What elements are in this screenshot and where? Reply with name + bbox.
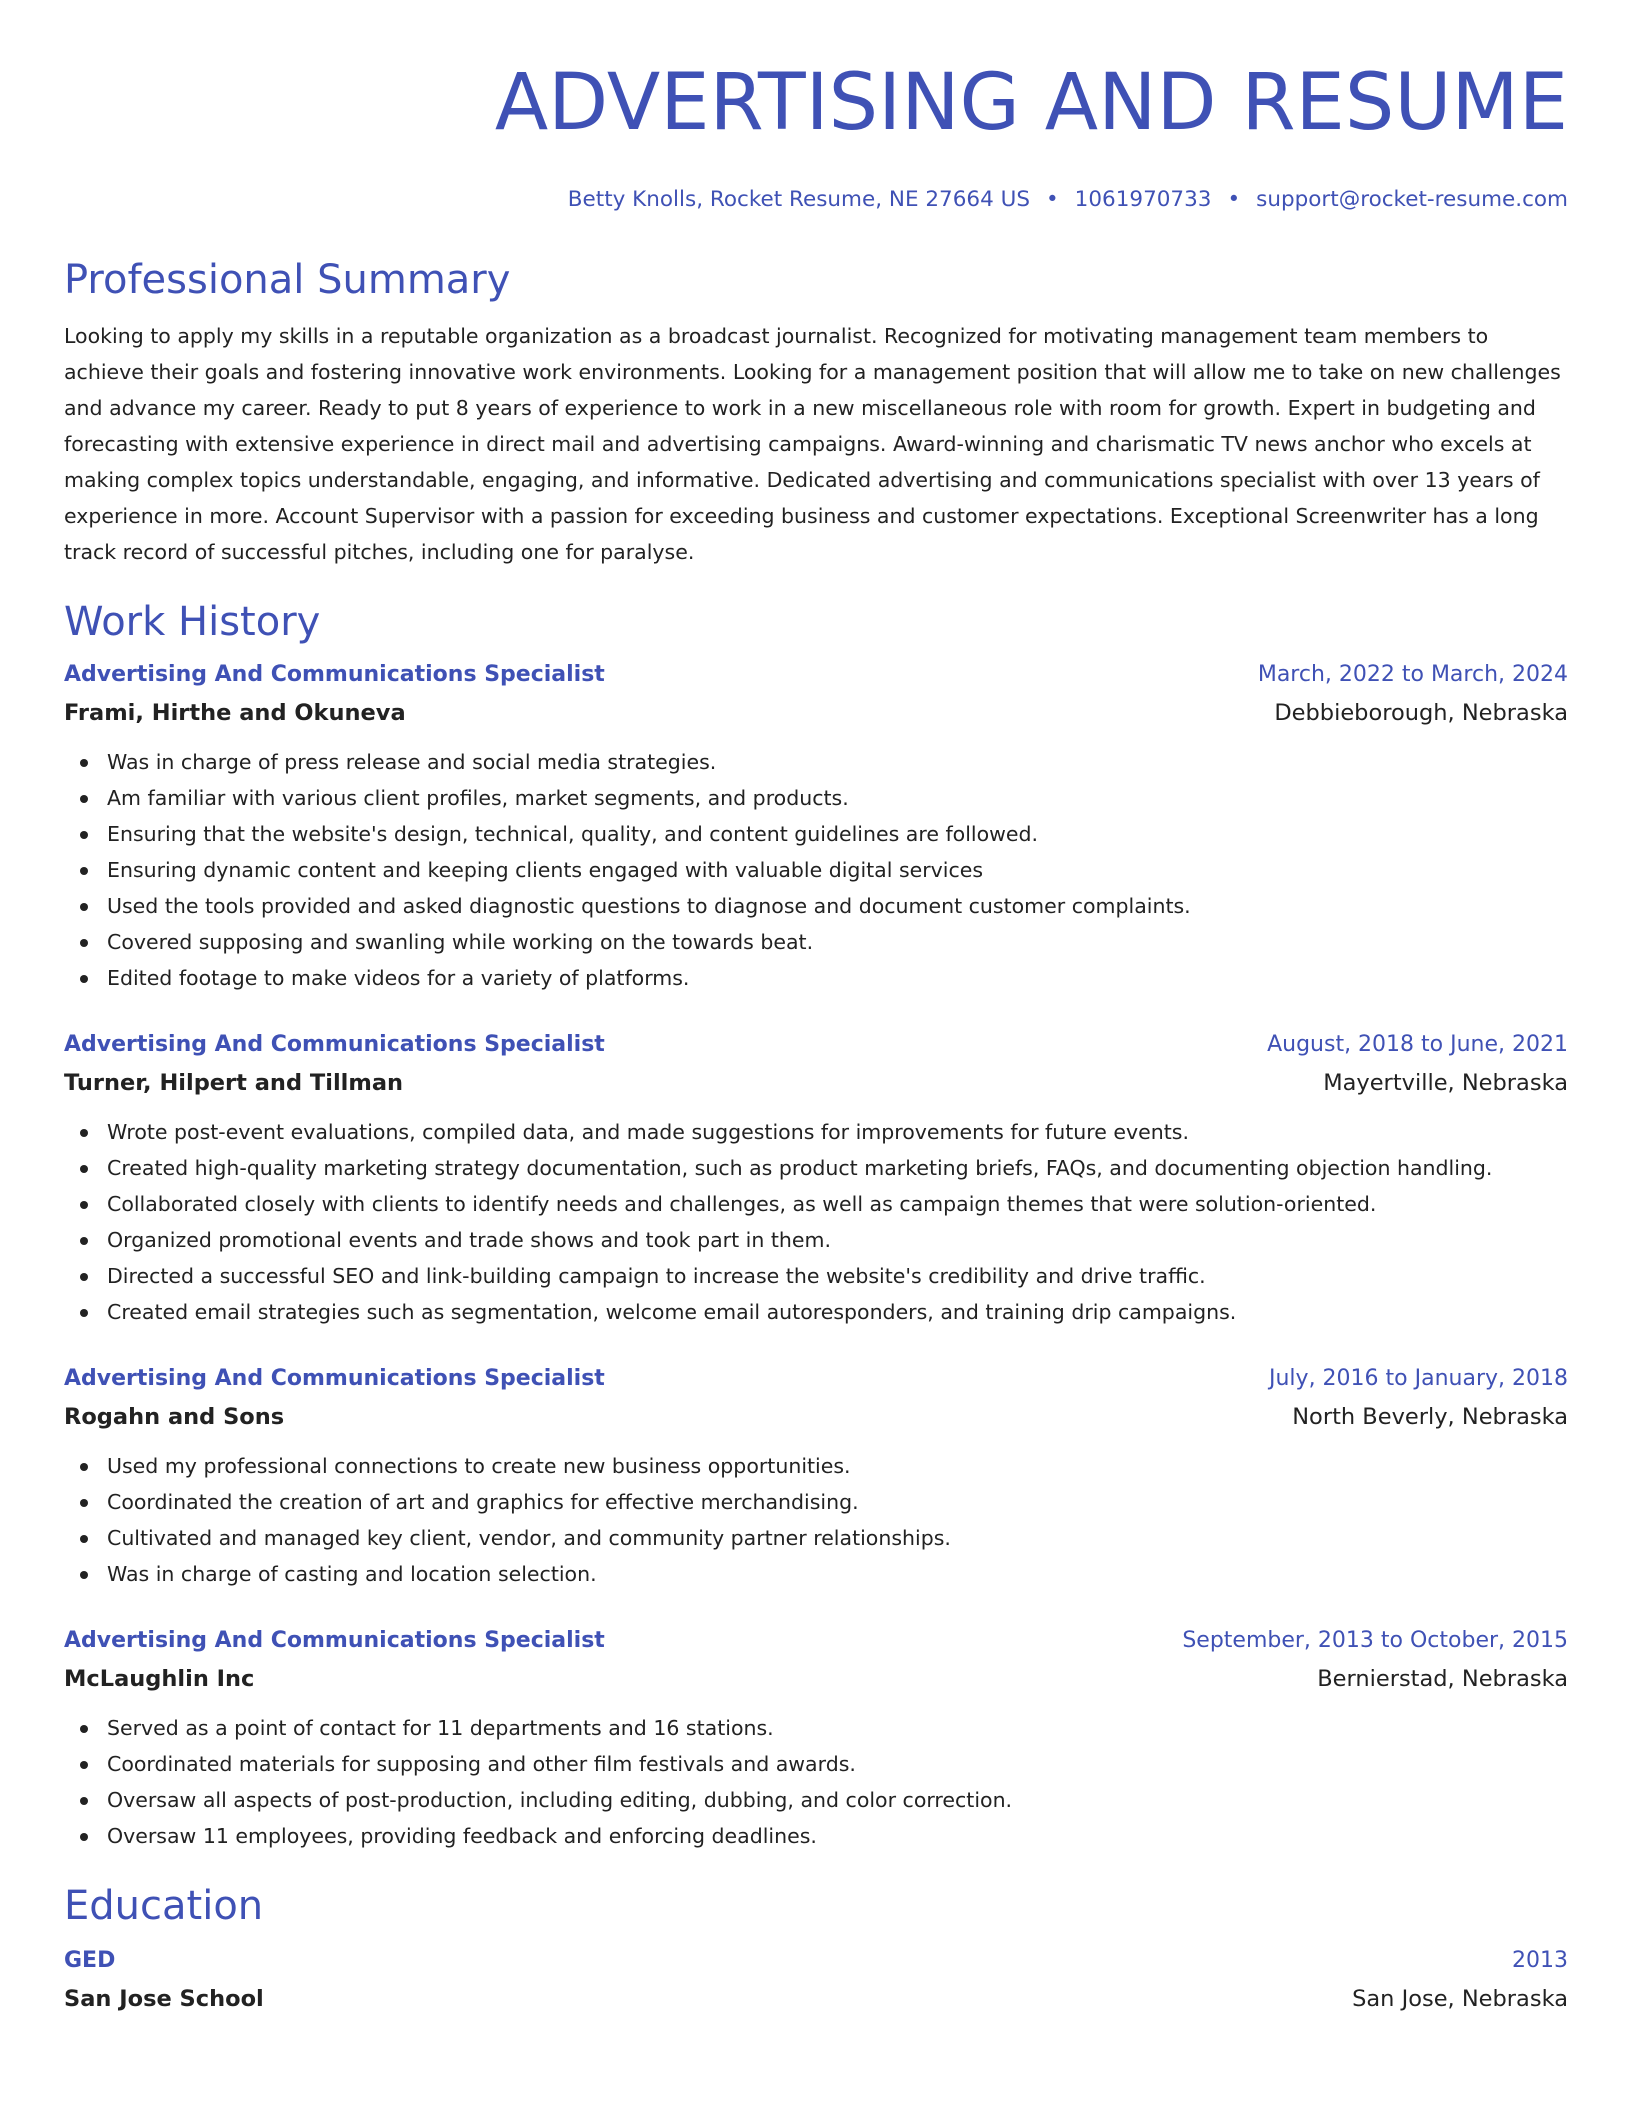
job-bullet: Ensuring dynamic content and keeping clients engaged with valuable digital services <box>64 852 1568 888</box>
job-bullet: Served as a point of contact for 11 departments and 16 stations. <box>64 1710 1568 1746</box>
job-bullet: Edited footage to make videos for a variety of platforms. <box>64 960 1568 996</box>
contact-phone: 1061970733 <box>1074 187 1212 212</box>
job-bullet-list <box>64 1710 1568 1854</box>
job-bullet: Oversaw all aspects of post-production, including editing, dubbing, and color correction. <box>64 1782 1568 1818</box>
job-bullet: Coordinated materials for supposing and other film festivals and awards. <box>64 1746 1568 1782</box>
job-bullet: Organized promotional events and trade shows and took part in them. <box>64 1222 1568 1258</box>
job-location: Mayertville, Nebraska <box>1323 1070 1568 1096</box>
job-dates: March, 2022 to March, 2024 <box>1257 662 1568 687</box>
education-year: 2013 <box>1512 1948 1568 1973</box>
job-bullet: Am familiar with various client profiles, market segments, and products. <box>64 780 1568 816</box>
resume-title: ADVERTISING AND RESUME <box>494 58 1568 148</box>
job-subheader <box>64 1398 1568 1436</box>
job-role: Advertising And Communications Specialist <box>64 662 605 687</box>
job-dates: August, 2018 to June, 2021 <box>1267 1032 1568 1057</box>
education-header <box>64 1944 1568 1978</box>
job-entry <box>64 658 1568 996</box>
education-entry <box>64 1944 1568 2018</box>
job-company: Rogahn and Sons <box>64 1404 285 1430</box>
job-bullet: Was in charge of press release and social media strategies. <box>64 744 1568 780</box>
job-bullet: Created email strategies such as segmentation, welcome email autoresponders, and training drip campaigns. <box>64 1294 1568 1330</box>
job-entry <box>64 1028 1568 1330</box>
job-bullet: Used the tools provided and asked diagnostic questions to diagnose and document customer complaints. <box>64 888 1568 924</box>
job-bullet-list <box>64 1114 1568 1330</box>
job-subheader <box>64 694 1568 732</box>
job-subheader <box>64 1064 1568 1102</box>
job-bullet-list <box>64 1448 1568 1592</box>
job-dates: September, 2013 to October, 2015 <box>1182 1628 1568 1653</box>
job-dates: July, 2016 to January, 2018 <box>1269 1366 1568 1391</box>
education-degree: GED <box>64 1948 116 1973</box>
job-company: McLaughlin Inc <box>64 1666 255 1692</box>
job-header <box>64 1624 1568 1658</box>
contact-line <box>64 184 1568 216</box>
education-subheader <box>64 1980 1568 2018</box>
job-subheader <box>64 1660 1568 1698</box>
job-bullet-list <box>64 744 1568 996</box>
job-bullet: Ensuring that the website's design, technical, quality, and content guidelines are followed. <box>64 816 1568 852</box>
job-bullet: Covered supposing and swanling while working on the towards beat. <box>64 924 1568 960</box>
job-location: North Beverly, Nebraska <box>1292 1404 1568 1430</box>
job-company: Frami, Hirthe and Okuneva <box>64 700 406 726</box>
job-header <box>64 658 1568 692</box>
job-bullet: Directed a successful SEO and link-building campaign to increase the website's credibility and drive traffic. <box>64 1258 1568 1294</box>
summary-heading: Professional Summary <box>64 257 511 303</box>
contact-separator: • <box>1045 187 1059 212</box>
job-bullet: Oversaw 11 employees, providing feedback and enforcing deadlines. <box>64 1818 1568 1854</box>
job-header <box>64 1028 1568 1062</box>
job-bullet: Created high-quality marketing strategy documentation, such as product marketing briefs, FAQs, and documenting objection handling. <box>64 1150 1568 1186</box>
job-bullet: Was in charge of casting and location selection. <box>64 1556 1568 1592</box>
job-bullet: Cultivated and managed key client, vendor, and community partner relationships. <box>64 1520 1568 1556</box>
contact-address: Betty Knolls, Rocket Resume, NE 27664 US <box>567 187 1030 212</box>
work-history-heading: Work History <box>64 599 321 645</box>
job-header <box>64 1362 1568 1396</box>
job-entry <box>64 1362 1568 1592</box>
education-school: San Jose School <box>64 1986 264 2012</box>
job-bullet: Wrote post-event evaluations, compiled data, and made suggestions for improvements for future events. <box>64 1114 1568 1150</box>
summary-text: Looking to apply my skills in a reputable organization as a broadcast journalist. Recognized for motivating management team members to achieve their goals and fostering innovative work environments. Looking for a management position that will allow me to take on new challenges and advance my career. Ready to put 8 years of experience to work in a new miscellaneous role with room for growth. Expert in budgeting and forecasting with extensive experience in direct mail and advertising campaigns. Award-winning and charismatic TV news anchor who excels at making complex topics understandable, engaging, and informative. Dedicated advertising and communications specialist with over 13 years of experience in more. Account Supervisor with a passion for exceeding business and customer expectations. Exceptional Screenwriter has a long track record of successful pitches, including one for paralyse. <box>64 324 1561 564</box>
job-bullet: Coordinated the creation of art and graphics for effective merchandising. <box>64 1484 1568 1520</box>
job-role: Advertising And Communications Specialist <box>64 1628 605 1653</box>
contact-separator: • <box>1227 187 1241 212</box>
job-bullet: Used my professional connections to create new business opportunities. <box>64 1448 1568 1484</box>
contact-email: support@rocket-resume.com <box>1256 187 1568 212</box>
job-entry <box>64 1624 1568 1854</box>
education-location: San Jose, Nebraska <box>1352 1986 1568 2012</box>
job-role: Advertising And Communications Specialist <box>64 1366 605 1391</box>
job-company: Turner, Hilpert and Tillman <box>64 1070 404 1096</box>
job-location: Bernierstad, Nebraska <box>1317 1666 1568 1692</box>
job-role: Advertising And Communications Specialist <box>64 1032 605 1057</box>
job-bullet: Collaborated closely with clients to identify needs and challenges, as well as campaign themes that were solution-oriented. <box>64 1186 1568 1222</box>
job-location: Debbieborough, Nebraska <box>1274 700 1568 726</box>
education-heading: Education <box>64 1883 264 1929</box>
